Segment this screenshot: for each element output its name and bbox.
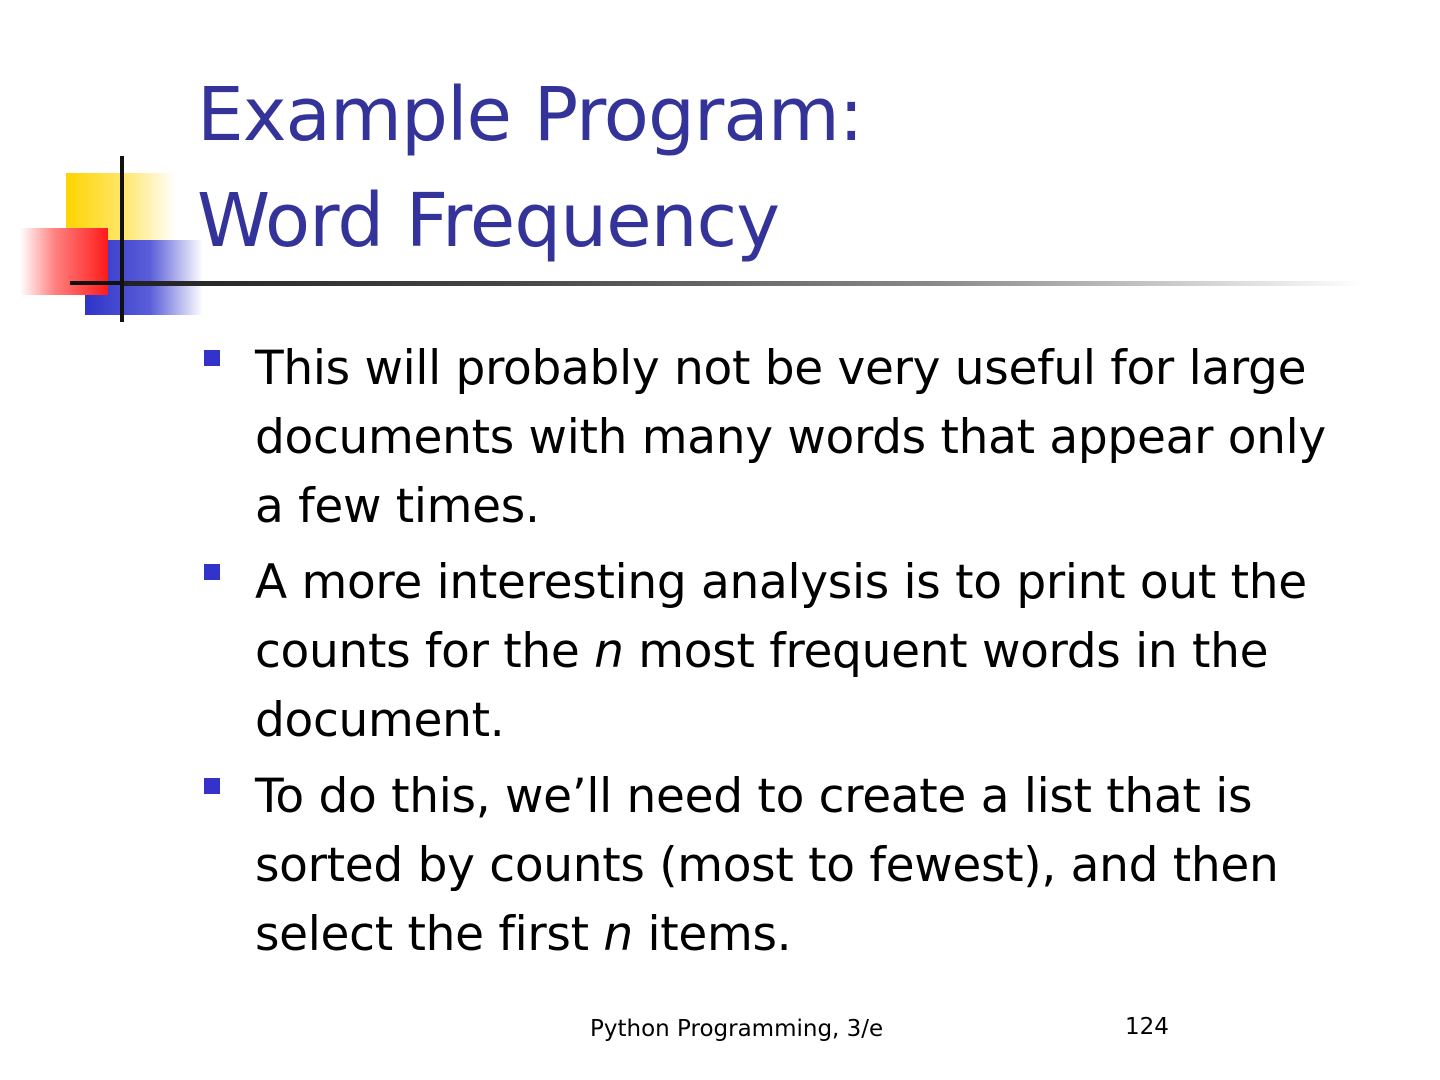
text-run: sorted by counts (most to fewest), and then xyxy=(255,838,1279,893)
slide-title-line-1: Example Program: xyxy=(197,72,863,158)
text-run: a few times. xyxy=(255,479,540,534)
bullet-text xyxy=(255,762,1380,969)
text-run: documents with many words that appear only xyxy=(255,410,1326,465)
bullet-line xyxy=(255,900,1380,969)
bullet-item xyxy=(200,548,1380,755)
footer-text: Python Programming, 3/e xyxy=(590,1016,884,1042)
bullet-text xyxy=(255,334,1380,541)
bullet-line xyxy=(255,548,1380,617)
italic-variable: n xyxy=(594,624,624,679)
bullet-line xyxy=(255,686,1380,755)
text-run: items. xyxy=(632,907,792,962)
text-run: A more interesting analysis is to print out the xyxy=(255,555,1307,610)
text-run: most frequent words in the xyxy=(623,624,1269,679)
title-rule xyxy=(124,281,1364,286)
bullet-square-icon xyxy=(204,778,220,794)
bullet-item xyxy=(200,762,1380,969)
bullet-line xyxy=(255,403,1380,472)
bullet-line xyxy=(255,617,1380,686)
page-number: 124 xyxy=(1125,1014,1169,1040)
bullet-text xyxy=(255,548,1380,755)
logo-vertical-line xyxy=(120,156,124,322)
text-run: counts for the xyxy=(255,624,595,679)
logo-horizontal-line xyxy=(70,281,130,285)
slide-title-line-2: Word Frequency xyxy=(197,178,780,264)
slide-title xyxy=(197,62,863,274)
text-run: This will probably not be very useful for large xyxy=(255,341,1307,396)
bullet-list xyxy=(200,334,1380,976)
bullet-square-icon xyxy=(204,564,220,580)
text-run: To do this, we’ll need to create a list that is xyxy=(255,769,1253,824)
italic-variable: n xyxy=(603,907,633,962)
text-run: select the first xyxy=(255,907,604,962)
bullet-line xyxy=(255,831,1380,900)
bullet-line xyxy=(255,472,1380,541)
text-run: document. xyxy=(255,693,505,748)
bullet-line xyxy=(255,334,1380,403)
bullet-line xyxy=(255,762,1380,831)
bullet-square-icon xyxy=(204,350,220,366)
bullet-item xyxy=(200,334,1380,541)
